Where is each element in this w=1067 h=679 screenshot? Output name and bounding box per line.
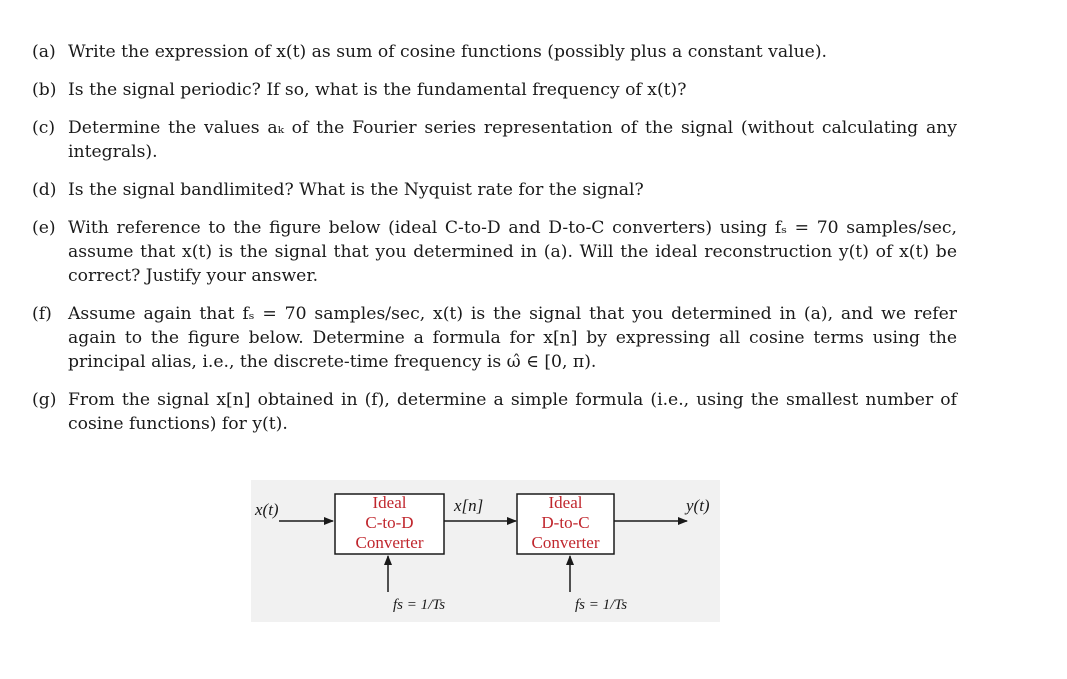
output-signal-label: y(t) [686, 496, 710, 515]
dc-line-3: Converter [531, 533, 600, 552]
question-f [32, 302, 957, 374]
question-a [32, 40, 957, 64]
question-label: (a) [32, 42, 56, 62]
dc-converter-label [517, 493, 614, 553]
cd-converter-label [335, 493, 444, 553]
question-label: (d) [32, 180, 57, 200]
question-text: Is the signal bandlimited? What is the Nyquist rate for the signal? [68, 180, 644, 200]
question-label: (e) [32, 218, 56, 238]
cd-line-1: Ideal [372, 493, 407, 512]
dc-line-1: Ideal [548, 493, 583, 512]
question-label: (g) [32, 390, 57, 410]
question-g [32, 388, 957, 436]
question-list [32, 40, 957, 450]
dc-line-2: D-to-C [541, 513, 590, 532]
question-text: Is the signal periodic? If so, what is the fundamental frequency of x(t)? [68, 80, 687, 100]
question-label: (f) [32, 304, 52, 324]
question-e [32, 216, 957, 288]
cd-line-2: C-to-D [365, 513, 414, 532]
diagram-lines [251, 480, 720, 622]
question-text: Write the expression of x(t) as sum of cosine functions (possibly plus a constant value). [68, 42, 828, 62]
cd-sampling-rate-label: fs = 1/Ts [393, 597, 446, 613]
input-signal-label: x(t) [255, 500, 279, 519]
question-d [32, 178, 957, 202]
cd-line-3: Converter [355, 533, 424, 552]
sampling-block-diagram [251, 480, 720, 622]
sampled-signal-label: x[n] [454, 496, 484, 515]
question-text: Assume again that fₛ = 70 samples/sec, x(t) is the signal that you determined in (a), and we refer again to the figure below. Determine a formula for x[n] by expressing all cosine terms using the principal alias, i.e., the discrete-time frequency is ω̂ ∈ [0, π). [68, 304, 957, 372]
question-b [32, 78, 957, 102]
question-text: Determine the values aₖ of the Fourier series representation of the signal (without calculating any integrals). [68, 118, 957, 162]
question-label: (c) [32, 118, 56, 138]
question-text: From the signal x[n] obtained in (f), determine a simple formula (i.e., using the smallest number of cosine functions) for y(t). [68, 390, 957, 434]
question-label: (b) [32, 80, 57, 100]
question-c [32, 116, 957, 164]
dc-sampling-rate-label: fs = 1/Ts [575, 597, 628, 613]
question-text: With reference to the figure below (ideal C-to-D and D-to-C converters) using fₛ = 70 samples/sec, assume that x(t) is the signal that you determined in (a). Will the ideal reconstruction y(t) of x(t) be correct? Justify your answer. [68, 218, 957, 286]
